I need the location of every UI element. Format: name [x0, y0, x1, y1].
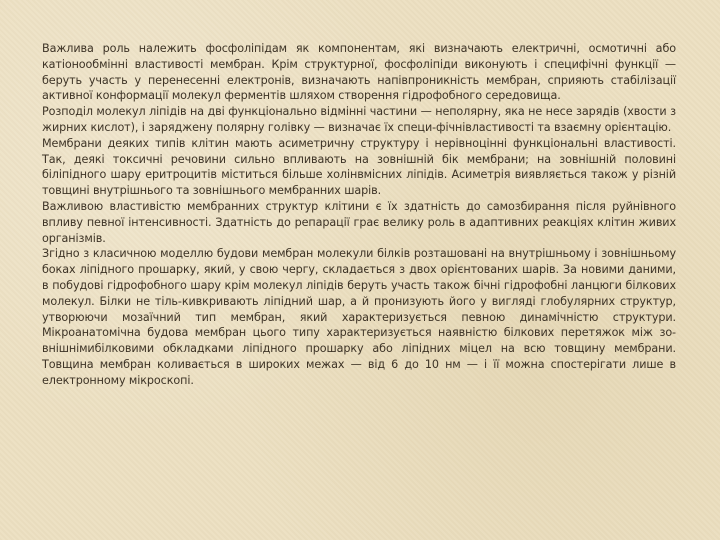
paragraph-membrane-asymmetry: Мембрани деяких типів клітин мають асиметричну структуру і нерівноцінні функціональні властивості. Так, деякі токсичні речовини сильно впливають на зовнішній бік мембрани; на зовнішній половині біліпідного шару еритроцитів міститься більше холінвмісних ліпідів. Асиметрія виявляється також у різній товщині внутрішнього та зовнішнього мембранних шарів.	[42, 136, 676, 198]
text-block	[42, 41, 676, 389]
paragraph-phospholipids: Важлива роль належить фосфоліпідам як компонентам, які визначають електричні, осмотичні або катіонообмінні властивості мембран. Крім структурної, фосфоліпіди виконують і специфічні функції — беруть участь у перенесенні електронів, визначають напівпроникність мембран, сприяють стабілізації активної конформації молекул ферментів шляхом створення гідрофобного середовища.	[42, 42, 676, 103]
paragraph-membrane-model: Згідно з класичною моделлю будови мембран молекули білків розташовані на внутрішньому і зовнішньому боках ліпідного прошарку, який, у свою чергу, складається з двох орієнтованих шарів. За новими даними, в побудові гідрофобного шару крім молекул ліпідів беруть участь також бічні гідрофобні ланцюги білкових молекул. Білки не тіль-кивкривають ліпідний шар, а й пронизують його у вигляді глобулярних структур, утворюючи мозаїчний тип мембран, який характеризується певною динамічністю структури. Мікроанатомічна будова мембран цього типу характеризується наявністю білкових перетяжок між зо-внішнімибілковими обкладками ліпідного прошарку або ліпідних міцел на всю товщину мембрани. Товщина мембран коливається в широких межах — від 6 до 10 нм — і її можна спостерігати лише в електронному мікроскопі.	[42, 247, 676, 387]
paragraph-lipid-distribution: Розподіл молекул ліпідів на дві функціонально відмінні частини — неполярну, яка не несе зарядів (хвости з жирних кислот), і заряджену полярну голівку — визначає їх специ-фічнівластивості та взаємну орієнтацію.	[42, 105, 676, 134]
paragraph-self-assembly: Важливою властивістю мембранних структур клітини є їх здатність до самозбирання після руйнівного впливу певної інтенсивності. Здатність до репарації грає велику роль в адаптивних реакціях клітин живих організмів.	[42, 199, 676, 245]
